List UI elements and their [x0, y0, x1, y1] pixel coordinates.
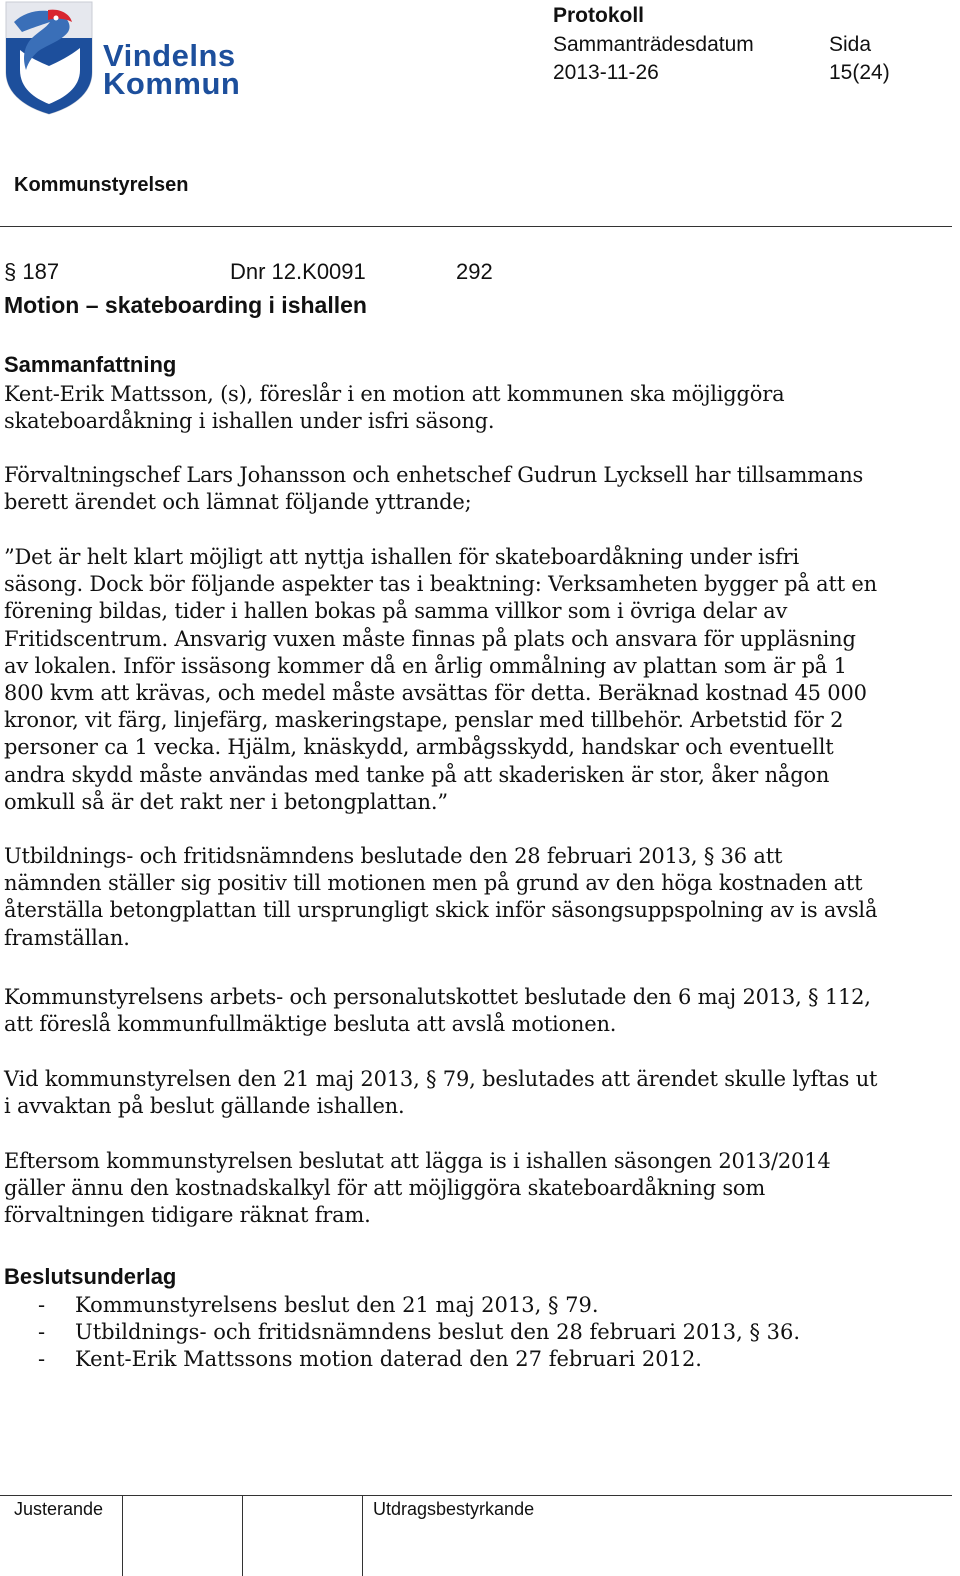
organ-name: Kommunstyrelsen	[14, 174, 189, 196]
list-marker: -	[38, 1293, 46, 1317]
body-paragraph-1: Kent-Erik Mattsson, (s), föreslår i en motion att kommunen ska möjliggöra skateboardåkning i ishallen under isfri säsong.	[4, 382, 785, 434]
signature-cell-divider	[122, 1496, 123, 1576]
body-paragraph-2: Förvaltningschef Lars Johansson och enhetschef Gudrun Lycksell har tillsammans berett ärendet och lämnat följande yttrande;	[4, 463, 864, 515]
body-paragraph-6: Vid kommunstyrelsen den 21 maj 2013, § 79, beslutades att ärendet skulle lyftas ut i avvaktan på beslut gällande ishallen.	[4, 1067, 878, 1119]
logo-wordmark	[103, 38, 241, 101]
logo-line-2: Kommun	[103, 66, 241, 101]
list-item	[0, 1292, 800, 1319]
certified-label: Utdragsbestyrkande	[373, 1499, 535, 1519]
list-item	[0, 1319, 800, 1346]
logo-line-1: Vindelns	[103, 38, 236, 73]
municipality-logo	[0, 0, 250, 115]
case-number-suffix: 292	[456, 259, 493, 284]
signature-cell-divider	[242, 1496, 243, 1576]
meeting-date: 2013-11-26	[553, 61, 659, 84]
list-item-text: Utbildnings- och fritidsnämndens beslut den 28 februari 2013, § 36.	[75, 1320, 801, 1345]
paragraph-title: Motion – skateboarding i ishallen	[4, 292, 367, 318]
body-paragraph-5: Kommunstyrelsens arbets- och personalutskottet beslutade den 6 maj 2013, § 112, att föreslå kommunfullmäktige besluta att avslå motionen.	[4, 985, 871, 1037]
list-item-text: Kent-Erik Mattssons motion daterad den 27 februari 2012.	[75, 1347, 702, 1372]
page-label: Sida	[829, 33, 872, 56]
body-paragraph-7: Eftersom kommunstyrelsen beslutat att lägga is i ishallen säsongen 2013/2014 gäller ännu den kostnadskalkyl för att möjliggöra skateboardåkning som förvaltningen tidigare räknat fram.	[4, 1149, 831, 1228]
body-paragraph-4: Utbildnings- och fritidsnämndens beslutade den 28 februari 2013, § 36 att nämnden ställer sig positiv till motionen men på grund av den höga kostnaden att återställa betongplattan till ursprungligt skick inför säsongsuppspolning av is avslå framställan.	[4, 844, 878, 950]
list-marker: -	[38, 1347, 46, 1372]
coat-of-arms-icon	[0, 0, 96, 115]
meeting-date-label: Sammanträdesdatum	[553, 33, 754, 56]
footer-divider	[0, 1495, 952, 1496]
basis-list	[0, 1292, 800, 1374]
signers-label: Justerande	[14, 1499, 104, 1519]
list-item-text: Kommunstyrelsens beslut den 21 maj 2013, § 79.	[75, 1293, 599, 1317]
case-number: Dnr 12.K0091	[230, 259, 366, 284]
list-item	[0, 1346, 800, 1373]
paragraph-number: § 187	[4, 259, 60, 284]
header-divider	[0, 226, 952, 227]
list-marker: -	[38, 1320, 46, 1345]
summary-heading: Sammanfattning	[4, 352, 177, 377]
quoted-statement: ”Det är helt klart möjligt att nyttja ishallen för skateboardåkning under isfri säsong. Dock bör följande aspekter tas i beaktning: Verksamheten bygger på att en förening bildas, tider i hallen bokas på samma villkor som i övriga delar av Fritidscentrum. Ansvarig vuxen måste finnas på plats och ansvara för uppläsning av lokalen. Inför issäsong kommer då en årlig ommålning av plattan som är på 1 800 kvm att krävas, och medel måste avsättas för detta. Beräknad kostnad 45 000 kronor, vit färg, linjefärg, maskeringstape, penslar med tillbehör. Arbetstid för 2 personer ca 1 vecka. Hjälm, knäskydd, armbågsskydd, handskar och eventuellt andra skydd måste användas med tanke på att skaderisken är stor, åker någon omkull så är det rakt ner i betongplattan.”	[4, 545, 877, 814]
signature-cell-divider	[362, 1496, 363, 1576]
basis-heading: Beslutsunderlag	[4, 1264, 177, 1289]
document-type: Protokoll	[553, 4, 645, 27]
page-number: 15(24)	[829, 61, 890, 84]
